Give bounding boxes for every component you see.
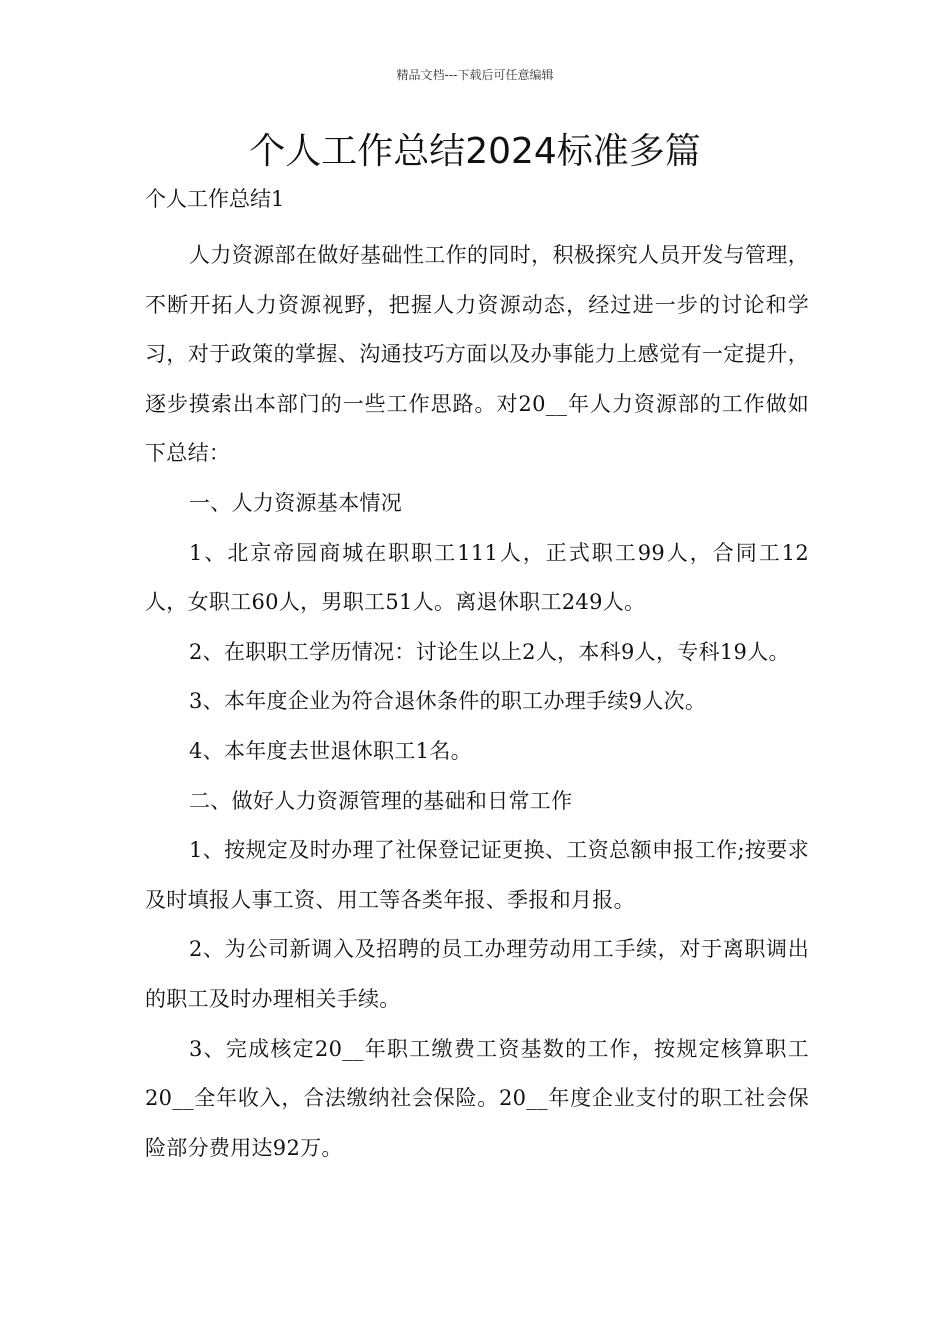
paragraph-item: 3、本年度企业为符合退休条件的职工办理手续9人次。: [189, 689, 707, 714]
section-heading: 个人工作总结1: [145, 187, 285, 211]
document-title: 个人工作总结2024标准多篇: [249, 131, 701, 172]
paragraph-intro: 人力资源部在做好基础性工作的同时，积极探究人员开发与管理，不断开拓人力资源视野，把握人力资源动态，经过进一步的讨论和学习，对于政策的掌握、沟通技巧方面以及办事能力上感觉有一定提升，逐步摸索出本部门的一些工作思路。对20__年人力资源部的工作做如下总结：: [145, 243, 809, 466]
paragraph-item: 2、为公司新调入及招聘的员工办理劳动用工手续，对于离职调出的职工及时办理相关手续。: [145, 937, 809, 1011]
paragraph-item: 4、本年度去世退休职工1名。: [189, 738, 472, 763]
paragraph-item: 1、按规定及时办理了社保登记证更换、工资总额申报工作;按要求及时填报人事工资、用工等各类年报、季报和月报。: [145, 838, 809, 912]
document-body: [145, 231, 809, 1173]
header-note: 精品文档---下载后可任意编辑: [396, 68, 554, 82]
paragraph-item: 2、在职职工学历情况：讨论生以上2人，本科9人，专科19人。: [189, 639, 790, 664]
paragraph-item: 3、完成核定20__年职工缴费工资基数的工作，按规定核算职工20__全年收入，合法缴纳社会保险。20__年度企业支付的职工社会保险部分费用达92万。: [145, 1036, 809, 1160]
paragraph-item: 1、北京帝园商城在职职工111人，正式职工99人，合同工12人，女职工60人，男职工51人。离退休职工249人。: [145, 540, 809, 615]
subheading-daily-work: 二、做好人力资源管理的基础和日常工作: [189, 788, 573, 813]
subheading-hr-basics: 一、人力资源基本情况: [189, 490, 402, 515]
